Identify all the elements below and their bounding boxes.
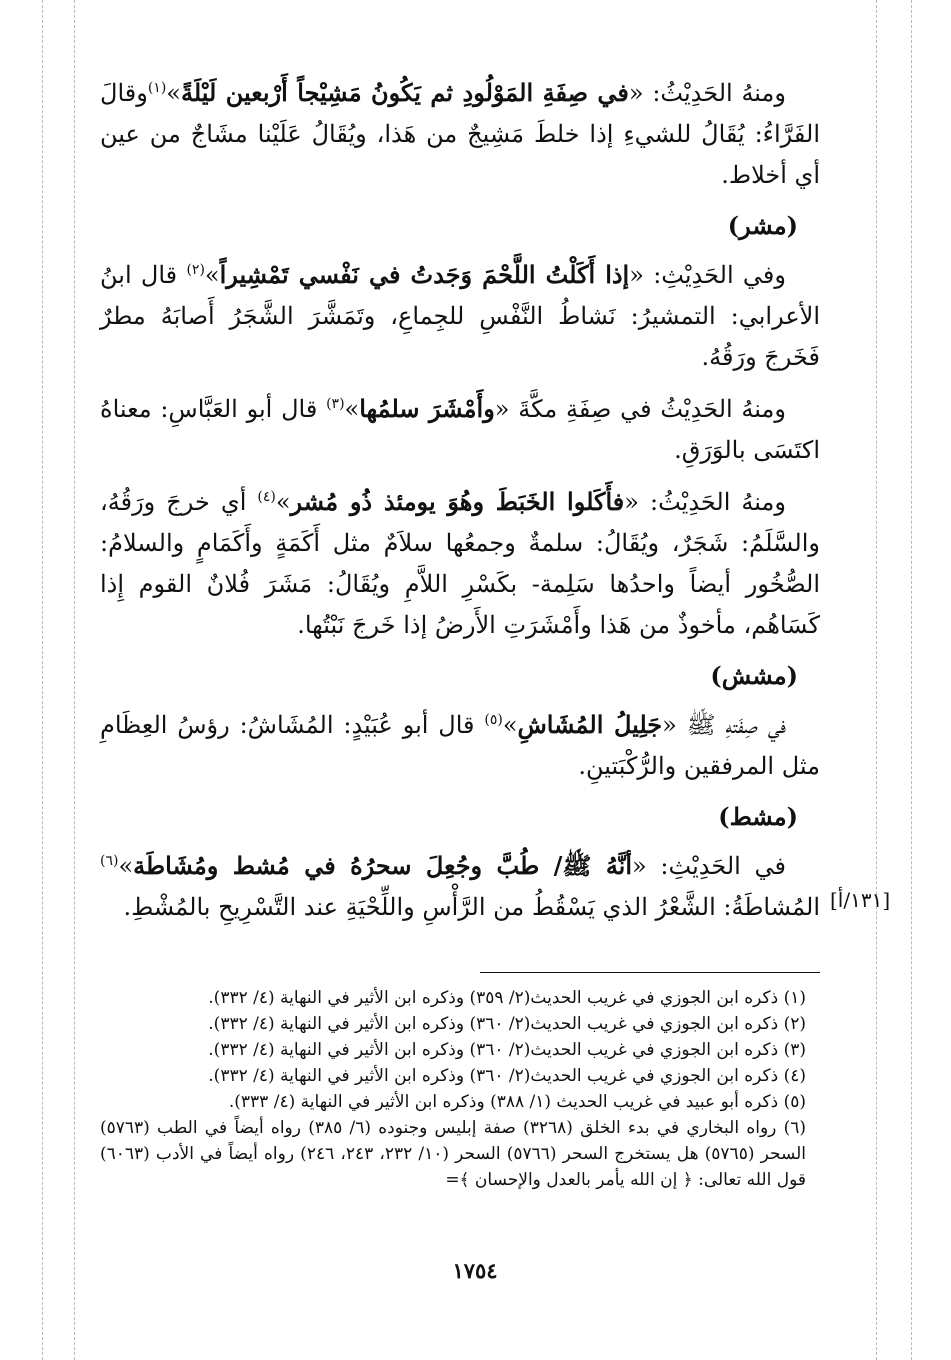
hadith-quote: إذا أَكَلْتُ اللَّحْمَ وَجَدتُ في نَفْسي تَمْشِيراً <box>219 260 630 289</box>
footnote: (٤) ذكره ابن الجوزي في غريب الحديث(٢/ ٣٦٠) وذكره ابن الأثير في النهاية (٤/ ٣٣٢). <box>208 1066 806 1086</box>
paragraph <box>100 254 820 378</box>
footnote-ref: (٤) <box>257 489 276 505</box>
paragraph-lead: في الحَدِيْثِ: « <box>632 852 786 880</box>
margin-guide-inner-left <box>74 0 75 1360</box>
paragraph-text: قال أبو العَبَّاسِ: معناهُ اكتَسَى بالوَرَقِ. <box>100 395 820 464</box>
paragraph <box>100 845 820 928</box>
entry-mashash <box>100 656 820 787</box>
main-text <box>100 72 820 938</box>
footnote: (٦) رواه البخاري في بدء الخلق (٣٢٦٨) صفة إبليس وجنوده (٦/ ٣٨٥) رواه أيضاً في الطب (٥٧٦٣) السحر (٥٧٦٥) هل يستخرج السحر (٥٧٦٦) السحر (١٠/ ٢٣٢، ٢٤٣، ٢٤٦) رواه أيضاً في الأدب (٦٠٦٣) قول الله تعالى: ﴿ إن الله يأمر بالعدل والإحسان ﴾= <box>100 1118 807 1190</box>
paragraph-text: أي خرجَ ورَقُهُ، والسَّلَمُ: شَجَرٌ، ويُقَالُ: سلمةٌ وجمعُها سلاَمٌ مثل أَكَمَةٍ وأَكَمَامٍ والسلامُ: الصُّخُور أيضاً واحدُها سَلِمة- بكَسْرِ اللاَّمِ ويُقَالُ: مَشَرَ فُلانٌ القوم إِذا كَسَاهُم، مأخوذٌ من هَذا وأَمْشَرَتِ الأَرضُ إذا خَرجَ نَبْتُها. <box>100 488 820 639</box>
quote-close: » <box>204 261 220 289</box>
paragraph-text: المُشاطَةُ: الشَّعْرُ الذي يَسْقُطُ من الرَّأْسِ واللِّحْيَةِ عند التَّسْرِيحِ بالمُشْطِ. <box>123 893 820 921</box>
paragraph-lead: وفي الحَدِيْثِ: « <box>629 261 786 289</box>
entry-mashij <box>100 72 820 196</box>
footnote-ref: (٢) <box>186 262 205 278</box>
paragraph-text: وقالَ الفَرَّاءُ: يُقَالُ للشيءِ إذا خلطَ مَشِيجٌ من هَذا، ويُقَالُ عَلَيْنا مشَاجٌ من عين أي أخلاط. <box>100 79 820 189</box>
entry-heading: (مشر) <box>727 211 798 240</box>
hadith-quote: أنَّهُ ﷺ/ طُبَّ وجُعِلَ سحرُهُ في مُشط ومُشَاطَة <box>133 851 633 880</box>
paragraph <box>100 704 820 787</box>
entry-masht <box>100 797 820 928</box>
footnote: (٢) ذكره ابن الجوزي في غريب الحديث(٢/ ٣٦٠) وذكره ابن الأثير في النهاية (٤/ ٣٣٢). <box>208 1014 806 1034</box>
quote-close: » <box>118 852 134 880</box>
entry-heading: (مشش) <box>710 661 798 690</box>
quote-close: » <box>502 711 518 739</box>
paragraph <box>100 72 820 196</box>
quote-close: » <box>166 79 181 107</box>
footnotes <box>100 985 820 1193</box>
paragraph <box>100 481 820 646</box>
footnote-ref: (١) <box>147 80 167 96</box>
entry-heading: (مشط) <box>718 802 798 831</box>
footnote: (٥) ذكره أبو عبيد في غريب الحديث (١/ ٣٨٨) وذكره ابن الأثير في النهاية (٤/ ٣٣٣). <box>228 1092 806 1112</box>
footnote: (١) ذكره ابن الجوزي في غريب الحديث(٢/ ٣٥٩) وذكره ابن الأثير في النهاية (٤/ ٣٣٢). <box>208 988 806 1008</box>
paragraph-lead: ومنهُ الحَدِيْثُ: « <box>624 488 786 516</box>
margin-guide-inner-right <box>876 0 877 1360</box>
footnote-separator <box>480 972 820 973</box>
paragraph <box>100 388 820 471</box>
page-number: ١٧٥٤ <box>452 1258 498 1283</box>
hadith-quote: فأَكَلوا الخَبَطَ وهُوَ يومئذ ذُو مُشر <box>290 487 625 516</box>
footnote-ref: (٦) <box>100 853 119 869</box>
hadith-quote: في صِفَةِ المَوْلُودِ ثم يَكُونُ مَشِيْجاً أَرْبعين لَيْلَةً <box>180 78 629 107</box>
paragraph-text: قال أبو عُبَيْدٍ: المُشَاشُ: رؤسُ العِظَامِ مثل المرفقين والرُّكْبَتينِ. <box>100 711 820 780</box>
hadith-quote: وأَمْشَرَ سلمُها <box>359 394 495 423</box>
margin-guide-left <box>42 0 43 1360</box>
paragraph-lead: في صِفَتهِ ﷺ « <box>662 711 786 739</box>
quote-close: » <box>344 395 360 423</box>
footnote-ref: (٣) <box>326 396 345 412</box>
hadith-quote: جَلِيلُ المُشَاشِ <box>517 710 663 739</box>
margin-guide-right <box>911 0 912 1360</box>
quote-close: » <box>275 488 291 516</box>
paragraph-text: قال ابنُ الأعرابي: التمشيرُ: نَشاطُ النَّفْسِ للجِماعِ، وتَمَشَّرَ الشَّجَرُ أَصابَهُ مطرٌ فَخَرجَ ورَقُهُ. <box>100 261 820 371</box>
paragraph-lead: ومنهُ الحَدِيْثُ في صِفَةِ مكَّةَ « <box>494 395 786 423</box>
footnote: (٣) ذكره ابن الجوزي في غريب الحديث(٢/ ٣٦٠) وذكره ابن الأثير في النهاية (٤/ ٣٣٢). <box>208 1040 806 1060</box>
footnote-ref: (٥) <box>484 712 503 728</box>
entry-mashr <box>100 206 820 646</box>
paragraph-lead: ومنهُ الحَدِيْثُ: « <box>628 79 786 107</box>
manuscript-folio-mark: [١٣١/أ] <box>830 888 891 912</box>
